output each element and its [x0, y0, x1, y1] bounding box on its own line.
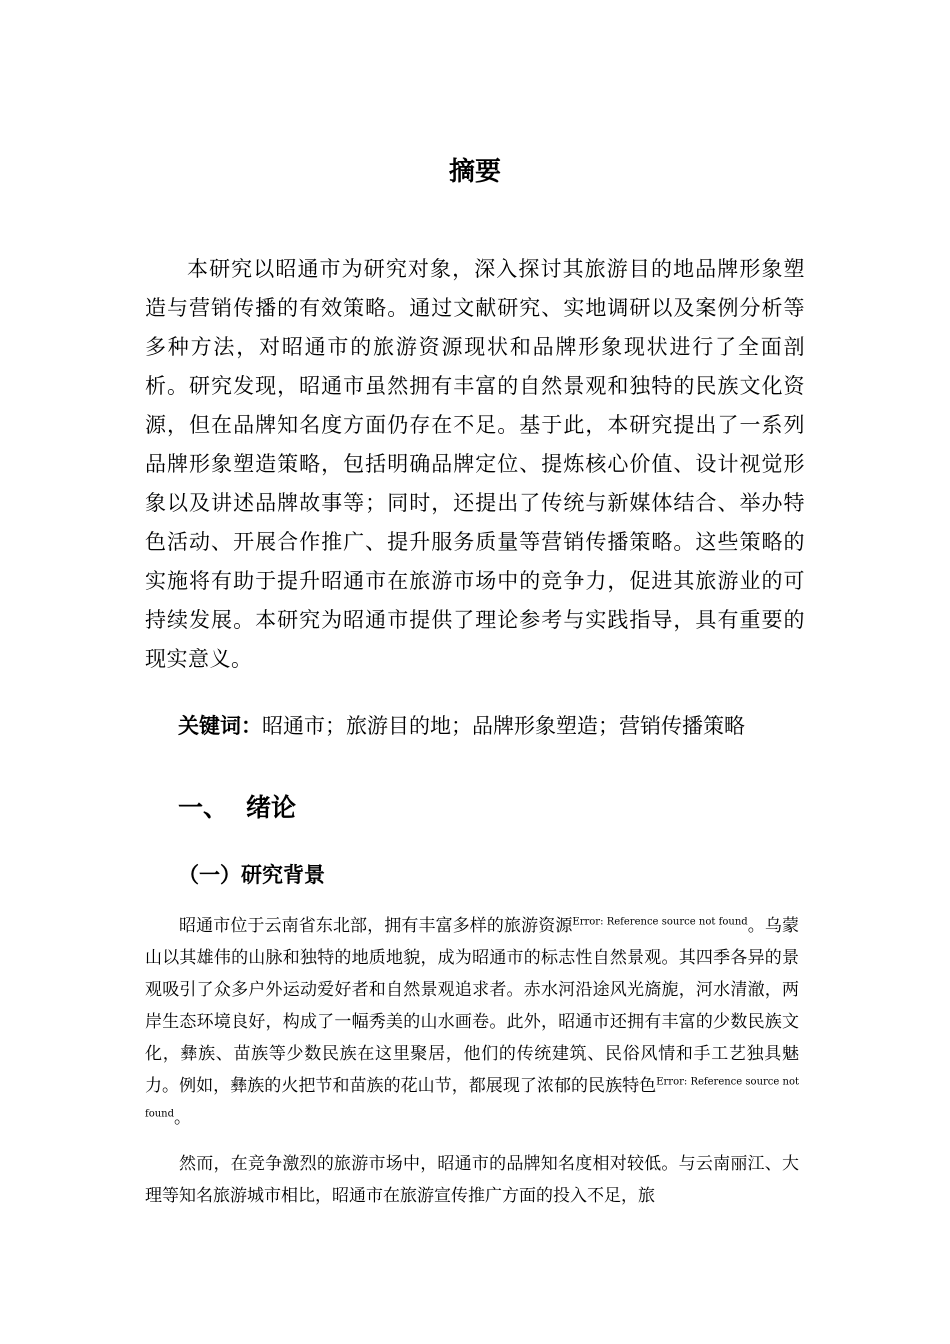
body-paragraph: [145, 910, 799, 1134]
keywords-label: 关键词：: [178, 714, 262, 738]
paragraph-text: 昭通市位于云南省东北部，拥有丰富多样的旅游资源: [179, 916, 573, 936]
paragraph-text: 。乌蒙山以其雄伟的山脉和独特的地质地貌，成为昭通市的标志性自然景观。其四季各异的景观吸引了众多户外运动爱好者和自然景观追求者。赤水河沿途风光旖旎，河水清澈，两岸生态环境良好，构成了一幅秀美的山水画卷。此外，昭通市还拥有丰富的少数民族文化，彝族、苗族等少数民族在这里聚居，他们的传统建筑、民俗风情和手工艺独具魅力。例如，彝族的火把节和苗族的花山节，都展现了浓郁的民族特色: [145, 916, 800, 1096]
keywords-line: [178, 708, 818, 744]
section-number: 一、: [178, 793, 229, 822]
abstract-body: 本研究以昭通市为研究对象，深入探讨其旅游目的地品牌形象塑造与营销传播的有效策略。通过文献研究、实地调研以及案例分析等多种方法，对昭通市的旅游资源现状和品牌形象现状进行了全面剖析。研究发现，昭通市虽然拥有丰富的自然景观和独特的民族文化资源，但在品牌知名度方面仍存在不足。基于此，本研究提出了一系列品牌形象塑造策略，包括明确品牌定位、提炼核心价值、设计视觉形象以及讲述品牌故事等；同时，还提出了传统与新媒体结合、举办特色活动、开展合作推广、提升服务质量等营销传播策略。这些策略的实施将有助于提升昭通市在旅游市场中的竞争力，促进其旅游业的可持续发展。本研究为昭通市提供了理论参考与实践指导，具有重要的现实意义。: [145, 257, 805, 671]
abstract-title: 摘要: [448, 157, 501, 187]
reference-error: Error: Reference source not found: [572, 916, 748, 928]
reference-error: Error: Reference source not found: [145, 1076, 800, 1120]
keywords-value: 昭通市；旅游目的地；品牌形象塑造；营销传播策略: [262, 714, 745, 738]
section-title: 绪论: [246, 793, 297, 822]
body-paragraph: 然而，在竞争激烈的旅游市场中，昭通市的品牌知名度相对较低。与云南丽江、大理等知名旅游城市相比，昭通市在旅游宣传推广方面的投入不足，旅: [145, 1154, 799, 1206]
section-heading: [178, 788, 296, 828]
paragraph-text: 。: [174, 1108, 192, 1128]
subsection-heading: （一）研究背景: [178, 863, 325, 887]
